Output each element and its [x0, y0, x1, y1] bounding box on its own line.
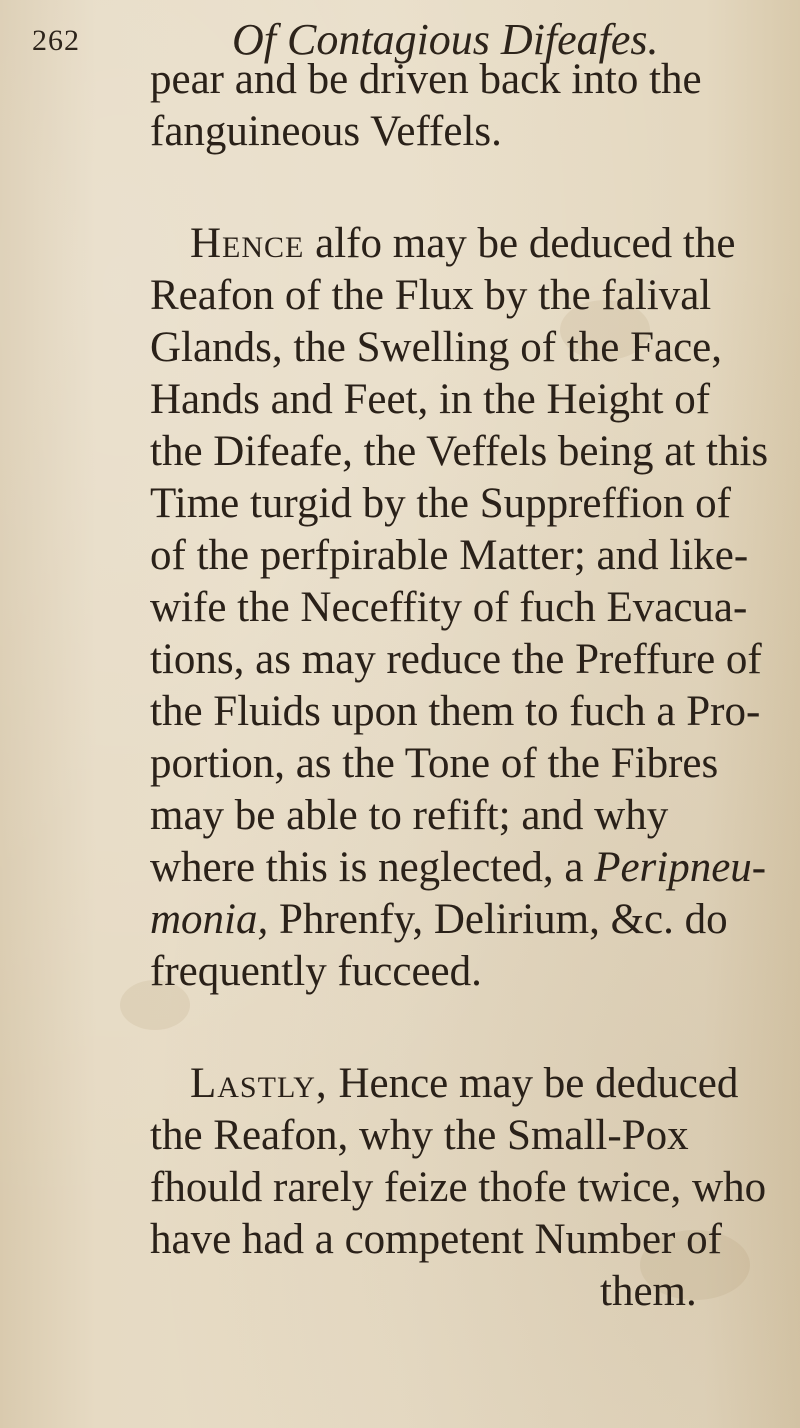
text-line: monia, Phrenfy, Delirium, &c. do — [150, 896, 728, 943]
text-line: fhould rarely feize thofe twice, who — [150, 1164, 767, 1211]
text-line: Time turgid by the Suppreffion of — [150, 480, 731, 527]
text-line: pear and be driven back into the — [150, 56, 702, 103]
text-line: Glands, the Swelling of the Face, — [150, 324, 723, 371]
page-header — [0, 2, 800, 62]
text-line: wife the Neceffity of fuch Evacua- — [150, 584, 748, 631]
text-line: the Difeafe, the Veffels being at this — [150, 428, 769, 475]
text-line: the Fluids upon them to fuch a Pro- — [150, 688, 761, 735]
text-line: of the perfpirable Matter; and like- — [150, 532, 749, 579]
text-line: the Reafon, why the Small-Pox — [150, 1112, 689, 1159]
text-line: Hands and Feet, in the Height of — [150, 376, 711, 423]
text-line: Reafon of the Flux by the falival — [150, 272, 712, 319]
text-line: where this is neglected, a Peripneu- — [150, 844, 767, 891]
text-line: fanguineous Veffels. — [150, 108, 502, 155]
paragraph-lead-word: Lastly, — [190, 1060, 328, 1107]
text-line: them. — [600, 1268, 697, 1315]
text-line: frequently fucceed. — [150, 948, 482, 995]
paragraph-lead-word: Hence — [190, 220, 305, 267]
text-line: Hence alfo may be deduced the — [190, 220, 736, 267]
text-line: may be able to refift; and why — [150, 792, 669, 839]
text-line: Lastly, Hence may be deduced — [190, 1060, 739, 1107]
running-head: Of Contagious Difeafes. — [232, 15, 659, 64]
text-line: portion, as the Tone of the Fibres — [150, 740, 719, 787]
text-line: tions, as may reduce the Preffure of — [150, 636, 762, 683]
text-line: have had a competent Number of — [150, 1216, 722, 1263]
page-number: 262 — [32, 24, 80, 57]
